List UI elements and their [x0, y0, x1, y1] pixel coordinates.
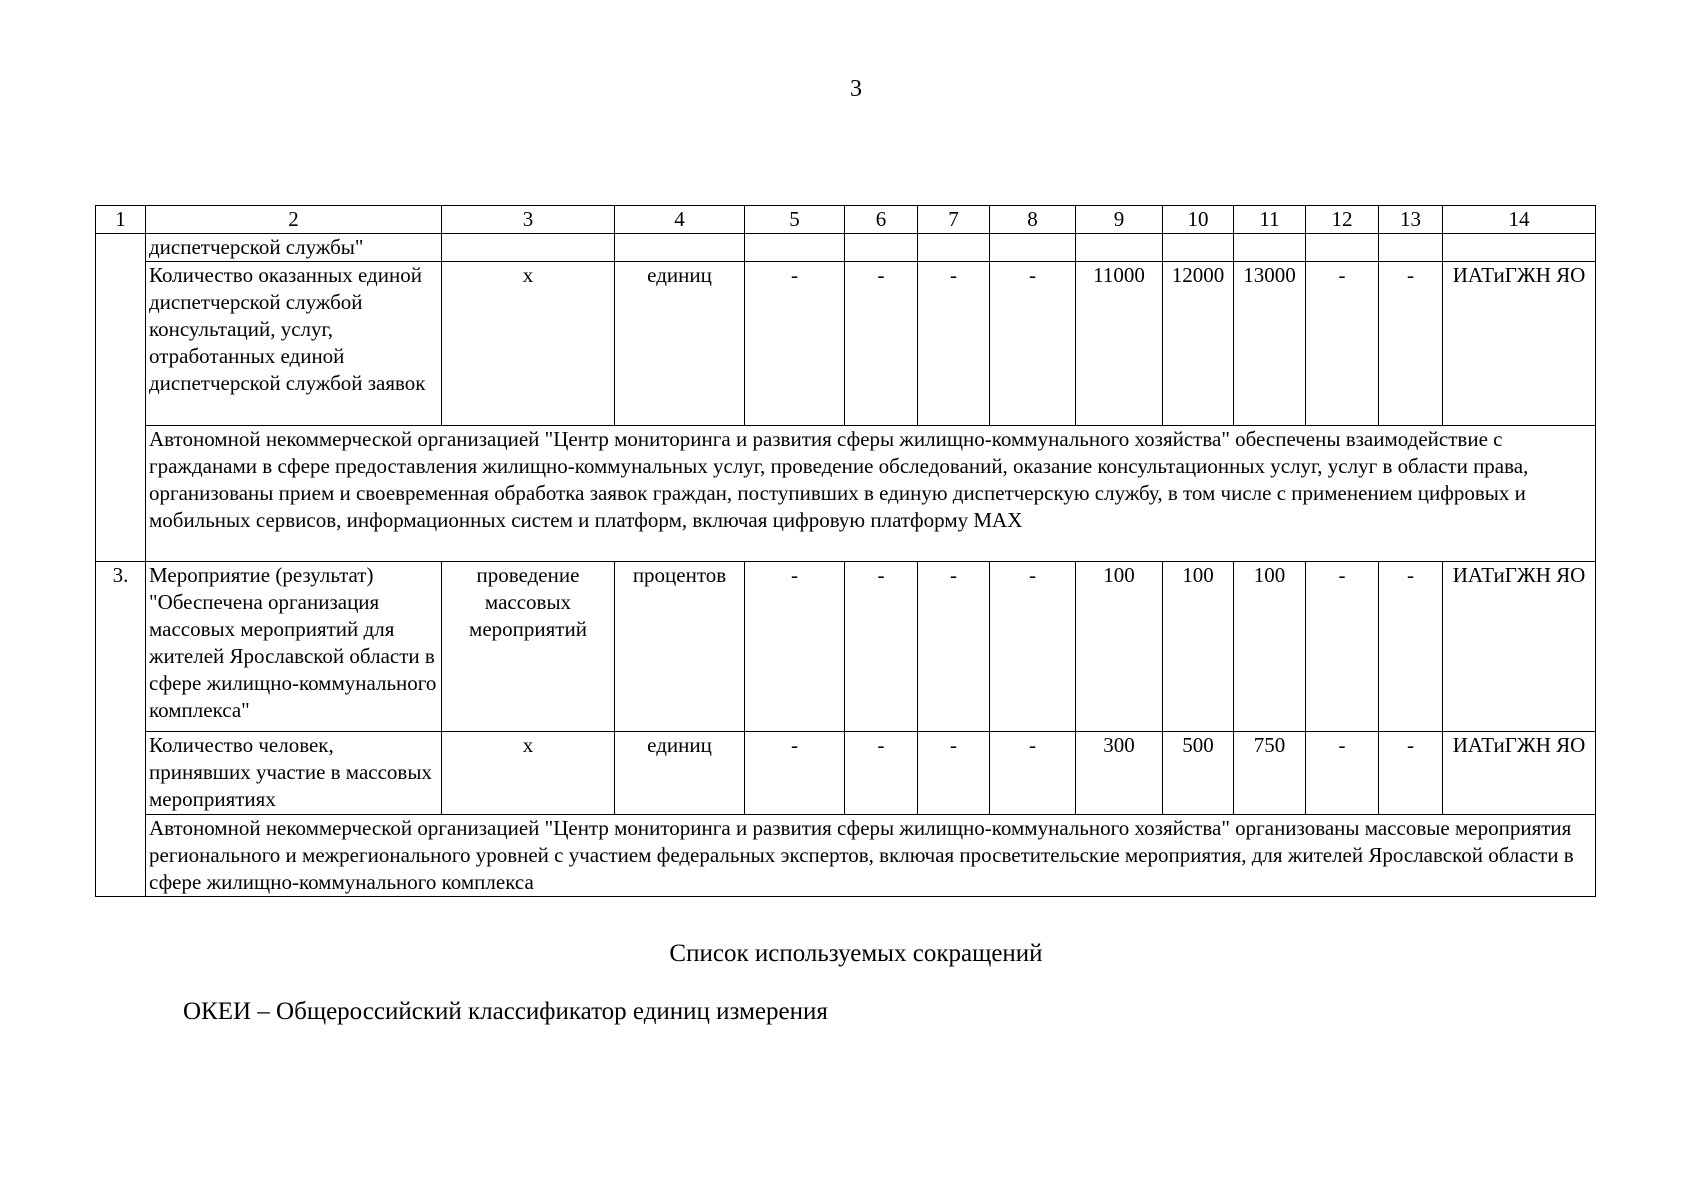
responsible-cell: ИАТиГЖН ЯО: [1443, 262, 1596, 426]
value-cell: 100: [1163, 562, 1234, 732]
cell: -: [990, 562, 1076, 732]
event-name-cell: Мероприятие (результат) "Обеспечена организация массовых мероприятий для жителей Ярославской области в сфере жилищно-коммунального комплекса": [146, 562, 442, 732]
row-number-cell: [96, 234, 146, 562]
abbreviations-title: Список используемых сокращений: [669, 940, 1043, 967]
cell: -: [1306, 262, 1379, 426]
header-cell: 2: [146, 206, 442, 234]
header-cell: 11: [1234, 206, 1306, 234]
header-cell: 9: [1076, 206, 1163, 234]
indicators-table: [95, 205, 1596, 897]
cell: х: [442, 732, 615, 815]
value-cell: 100: [1076, 562, 1163, 732]
header-cell: 5: [745, 206, 845, 234]
header-cell: 13: [1379, 206, 1443, 234]
cell: -: [990, 262, 1076, 426]
value-cell: 11000: [1076, 262, 1163, 426]
header-row: [96, 206, 1596, 234]
header-cell: 12: [1306, 206, 1379, 234]
table-row: [96, 234, 1596, 262]
result-description-cell: Автономной некоммерческой организацией "Центр мониторинга и развития сферы жилищно-коммунального хозяйства" организованы массовые мероприятия регионального и межрегионального уровней с участием федеральных экспертов, включая просветительские мероприятия, для жителей Ярославской области в сфере жилищно-коммунального комплекса: [146, 815, 1596, 897]
value-cell: 100: [1234, 562, 1306, 732]
table-row: [96, 426, 1596, 562]
cell: -: [745, 262, 845, 426]
unit-cell: единиц: [615, 732, 745, 815]
value-cell: 500: [1163, 732, 1234, 815]
table-row: [96, 815, 1596, 897]
table-row: [96, 562, 1596, 732]
unit-cell: единиц: [615, 262, 745, 426]
cell: -: [745, 732, 845, 815]
cell: -: [1306, 562, 1379, 732]
cell: -: [1379, 732, 1443, 815]
header-cell: 10: [1163, 206, 1234, 234]
result-description-cell: Автономной некоммерческой организацией "Центр мониторинга и развития сферы жилищно-коммунального хозяйства" обеспечены взаимодействие с гражданами в сфере предоставления жилищно-коммунальных услуг, проведение обследований, оказание консультационных услуг, услуг в области права, организованы прием и своевременная обработка заявок граждан, поступивших в единую диспетчерскую службу, в том числе с применением цифровых и мобильных сервисов, информационных систем и платформ, включая цифровую платформу MAX: [146, 426, 1596, 562]
cell: -: [918, 262, 990, 426]
cell: -: [1379, 262, 1443, 426]
value-cell: 300: [1076, 732, 1163, 815]
page-number: 3: [850, 76, 862, 102]
cell: -: [990, 732, 1076, 815]
indicator-name-cell: Количество оказанных единой диспетчерской службой консультаций, услуг, отработанных единой диспетчерской службой заявок: [146, 262, 442, 426]
cell: -: [745, 562, 845, 732]
cell: -: [845, 732, 918, 815]
responsible-cell: ИАТиГЖН ЯО: [1443, 562, 1596, 732]
header-cell: 3: [442, 206, 615, 234]
cell: -: [1379, 562, 1443, 732]
cell: х: [442, 262, 615, 426]
table-row: [96, 262, 1596, 426]
responsible-cell: ИАТиГЖН ЯО: [1443, 732, 1596, 815]
header-cell: 1: [96, 206, 146, 234]
value-cell: 750: [1234, 732, 1306, 815]
continued-name-cell: диспетчерской службы": [146, 234, 442, 262]
cell: -: [918, 732, 990, 815]
header-cell: 8: [990, 206, 1076, 234]
cell: -: [1306, 732, 1379, 815]
cell: проведение массовых мероприятий: [442, 562, 615, 732]
row-number-cell: 3.: [96, 562, 146, 897]
unit-cell: процентов: [615, 562, 745, 732]
cell: -: [918, 562, 990, 732]
header-cell: 6: [845, 206, 918, 234]
cell: -: [845, 262, 918, 426]
table-row: [96, 732, 1596, 815]
header-cell: 14: [1443, 206, 1596, 234]
cell: -: [845, 562, 918, 732]
header-cell: 4: [615, 206, 745, 234]
indicator-name-cell: Количество человек, принявших участие в массовых мероприятиях: [146, 732, 442, 815]
value-cell: 13000: [1234, 262, 1306, 426]
header-cell: 7: [918, 206, 990, 234]
abbreviation-item: ОКЕИ – Общероссийский классификатор единиц измерения: [183, 998, 828, 1025]
value-cell: 12000: [1163, 262, 1234, 426]
